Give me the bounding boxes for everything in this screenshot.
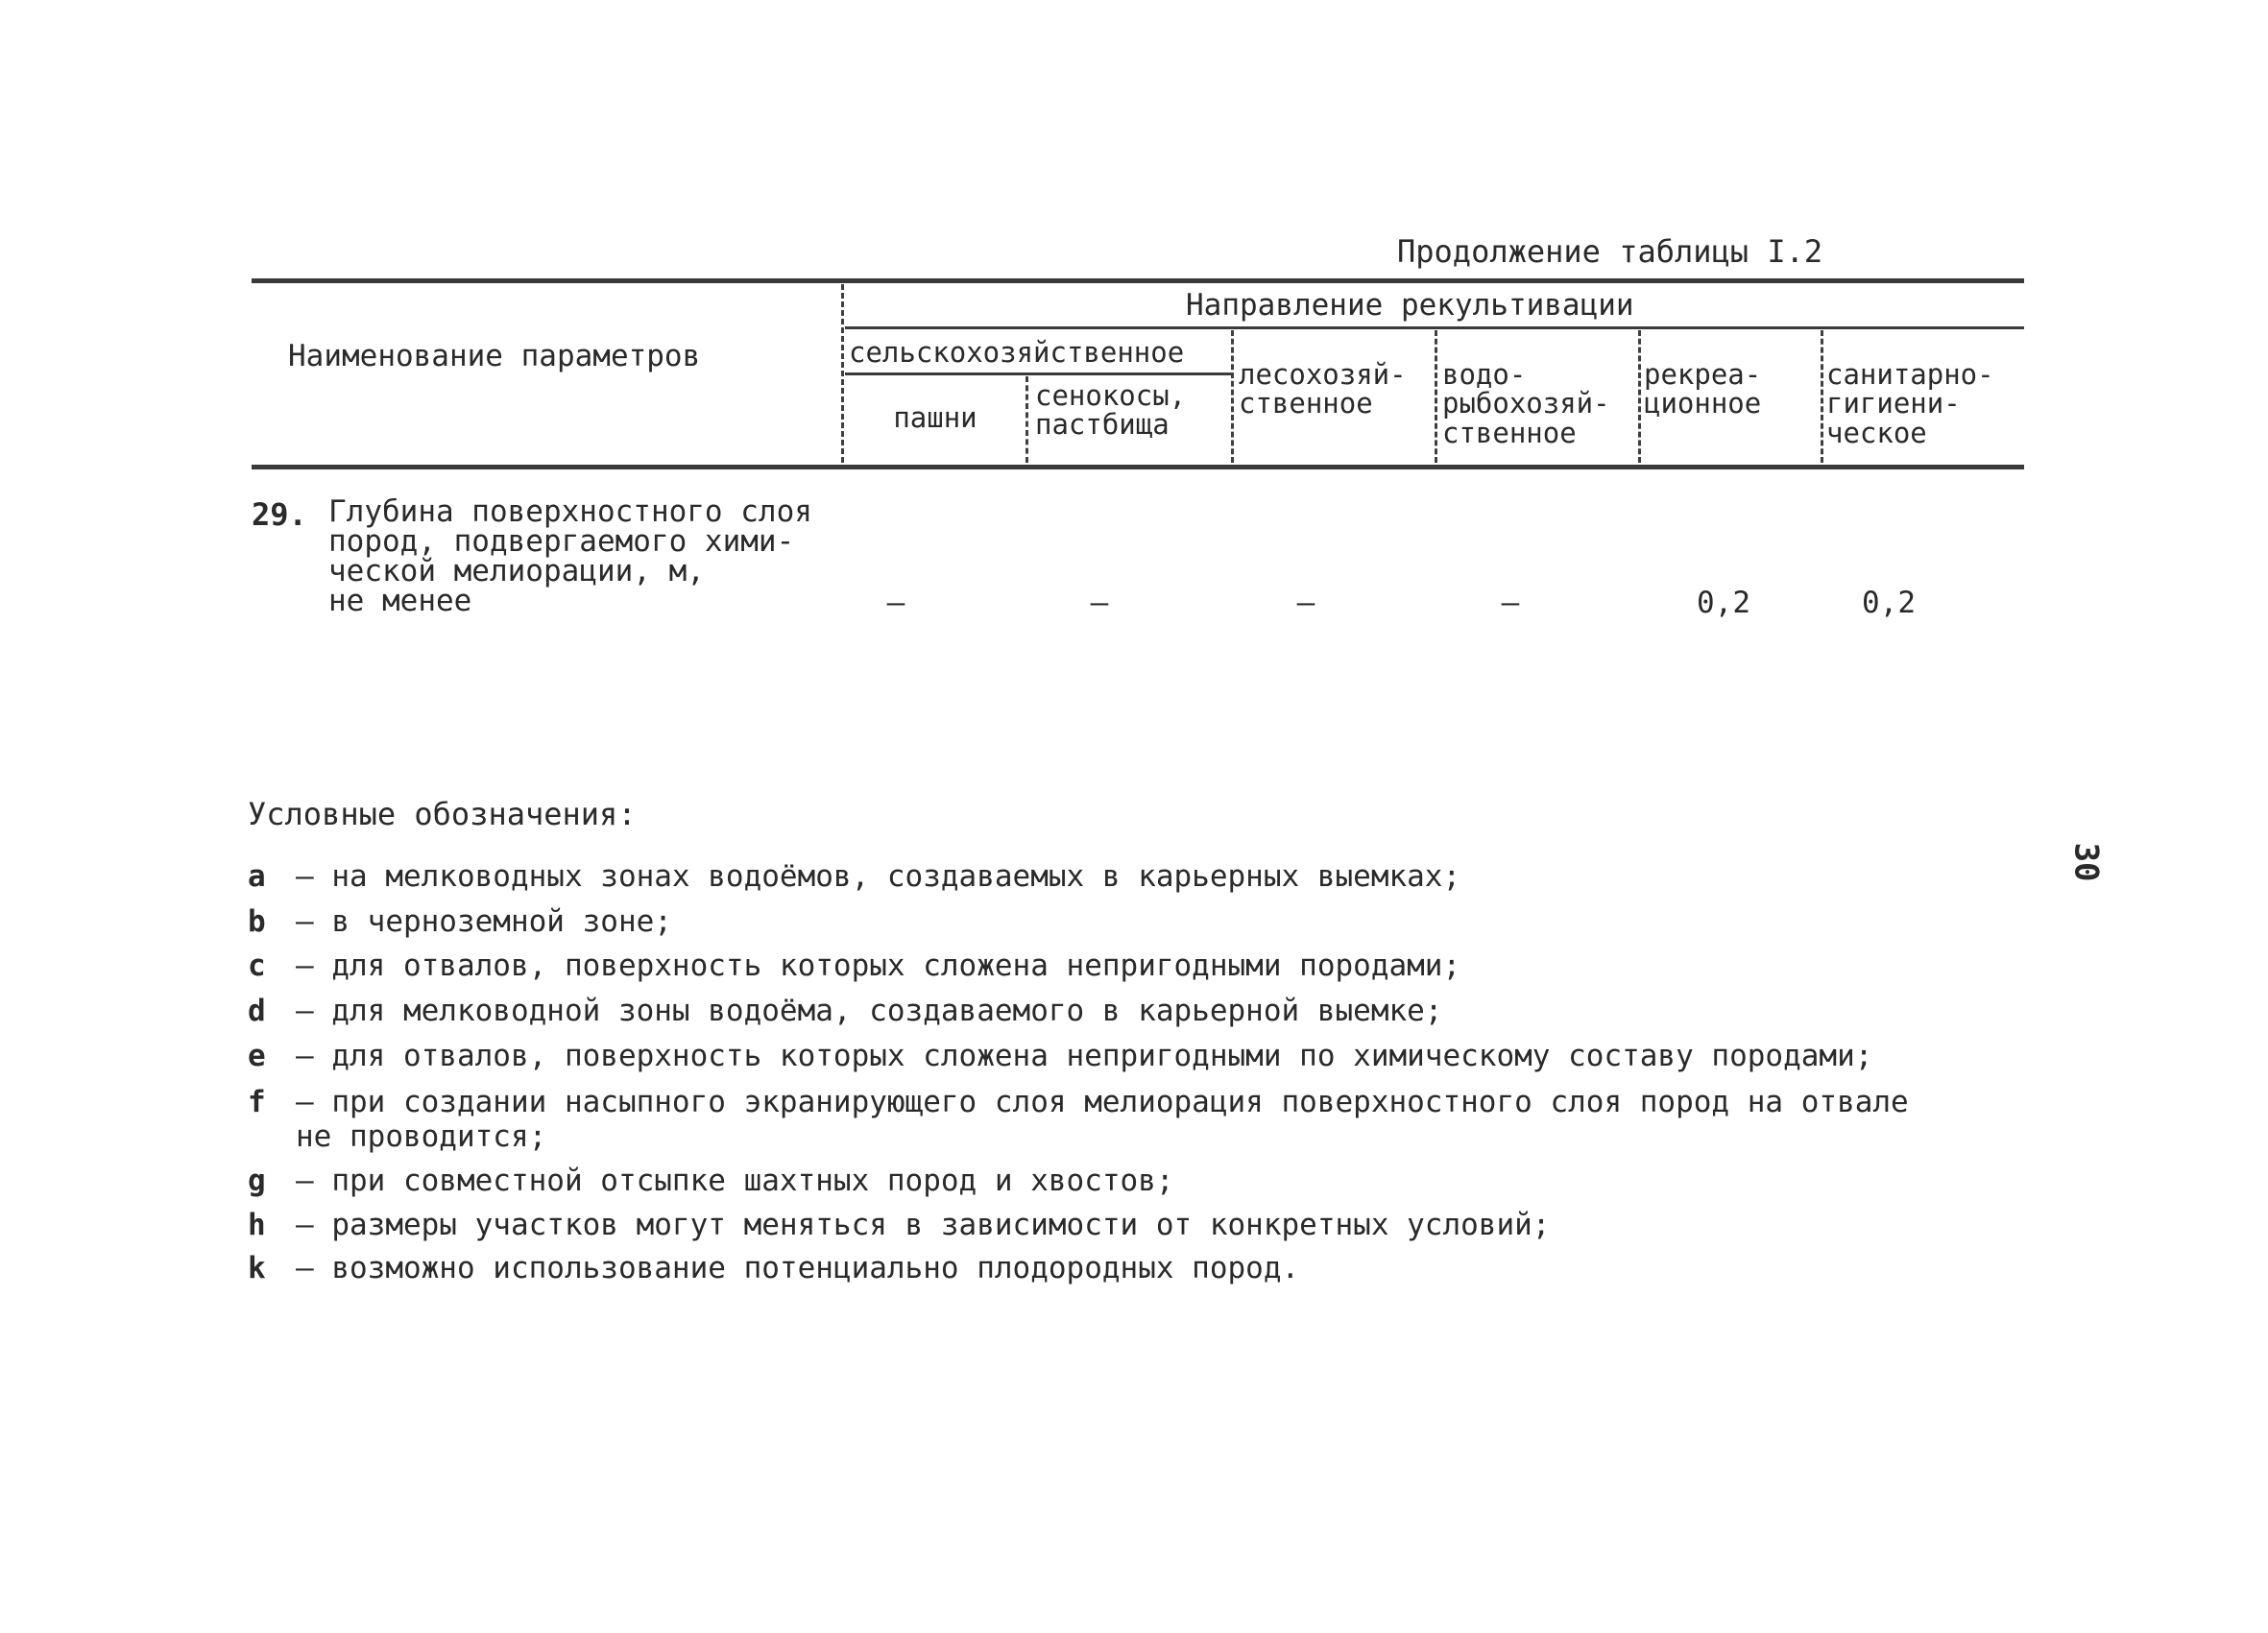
legend-item: a – на мелководных зонах водоёмов, создаваемых в карьерных выемках; — [248, 859, 1461, 894]
row-number: 29. — [252, 496, 307, 533]
legend-item: g – при совместной отсыпке шахтных пород и хвостов; — [248, 1164, 1174, 1198]
legend-item: k – возможно использование потенциально плодородных пород. — [248, 1251, 1300, 1285]
col-header-forestry: лесохозяй- ственное — [1239, 358, 1407, 420]
legend-title: Условные обозначения: — [248, 796, 637, 832]
cell-value: 0,2 — [1862, 586, 1916, 620]
legend-item: h – размеры участков могут меняться в зависимости от конкретных условий; — [248, 1208, 1551, 1242]
header-bottom-rule — [252, 465, 2024, 469]
agri-underline — [845, 372, 1231, 375]
col-header-pastures: сенокосы, пастбища — [1035, 379, 1187, 442]
legend-item-continuation: не проводится; — [296, 1119, 547, 1154]
table-caption: Продолжение таблицы I.2 — [1397, 233, 1823, 270]
cell-value: – — [886, 586, 905, 620]
col-separator — [1435, 330, 1437, 463]
col-header-sanitary: санитарно- гигиени- ческое — [1826, 358, 1994, 449]
page-number: 30 — [2066, 842, 2106, 882]
legend-item: c – для отвалов, поверхность которых сложена непригодными породами; — [248, 949, 1461, 983]
cell-value: – — [1090, 586, 1109, 620]
col-header-recreational: рекреа- ционное — [1644, 358, 1762, 420]
legend-item: f – при создании насыпного экранирующего слоя мелиорация поверхностного слоя пород на отвале — [248, 1085, 1909, 1119]
col-separator — [1231, 330, 1234, 463]
col-header-water-fishery: водо- рыбохозяй- ственное — [1442, 358, 1610, 449]
col-header-plowland: пашни — [893, 401, 977, 434]
direction-underline — [845, 326, 2024, 329]
table-top-rule — [252, 278, 2024, 283]
cell-value: – — [1501, 586, 1520, 620]
param-column-header: Наименование параметров — [288, 339, 701, 373]
cell-value: 0,2 — [1697, 586, 1750, 620]
col-separator — [1821, 330, 1823, 463]
cell-value: – — [1296, 586, 1315, 620]
legend-item: d – для мелководной зоны водоёма, создаваемого в карьерной выемке; — [248, 994, 1443, 1028]
agri-header: сельскохозяйственное — [849, 336, 1185, 369]
row-name: Глубина поверхностного слоя пород, подвергаемого хими- ческой мелиорации, м, не менее — [328, 494, 812, 618]
legend-item: e – для отвалов, поверхность которых сложена непригодными по химическому составу породами; — [248, 1039, 1873, 1073]
col-separator — [1638, 330, 1641, 463]
col-separator — [1025, 376, 1028, 463]
direction-header: Направление рекультивации — [1186, 288, 1634, 323]
legend-item: b – в черноземной зоне; — [248, 904, 672, 939]
col-separator — [841, 284, 844, 463]
